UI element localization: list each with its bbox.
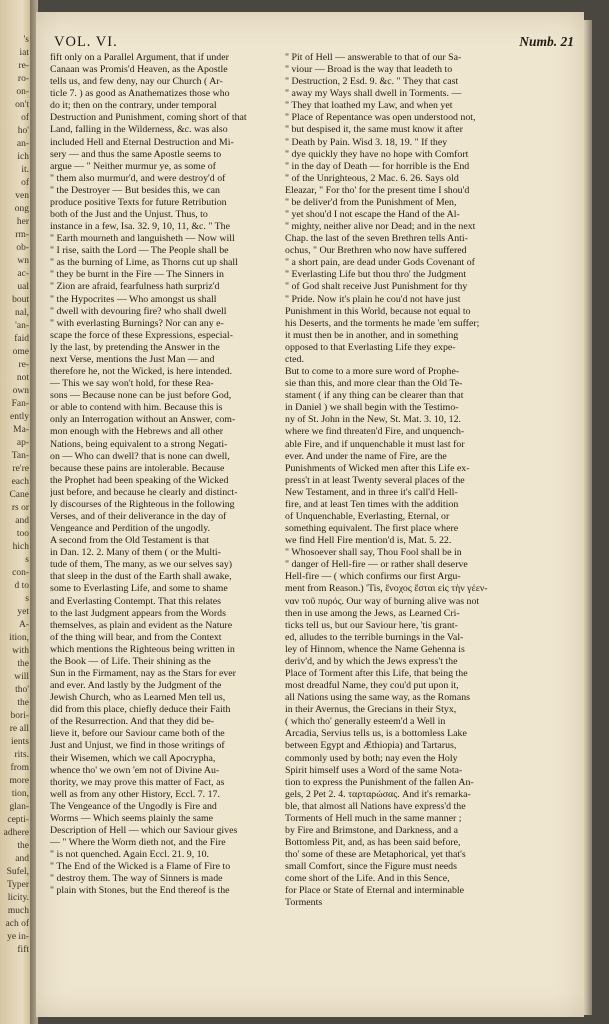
text-line: " Whosoever shall say, Thou Fool shall be in [285, 547, 462, 559]
spine-fragment: ich [17, 152, 29, 162]
spine-fragment: hich [12, 542, 29, 552]
text-line: of the thing will bear, and from the Context [50, 631, 222, 643]
spine-fragment: Cane [9, 490, 29, 500]
text-line: in their Avernus, the Grecians in their Styx, [285, 704, 457, 716]
right-column [285, 52, 531, 910]
page-header [54, 34, 574, 54]
text-line: of the Resurrection. And that they did be- [50, 716, 214, 728]
text-line: Jewish Church, who as Learned Men tell us, [50, 692, 226, 704]
text-line: But to come to a more sure word of Prophe- [285, 366, 460, 378]
spine-fragment: ong [14, 204, 29, 214]
text-line: Punishments of Wicked men after this Life ex- [285, 462, 470, 474]
spine-fragment: ro- [17, 74, 29, 84]
text-line: " The End of the Wicked is a Flame of Fire to [50, 861, 231, 873]
spine-fragment: an- [16, 139, 29, 149]
text-line: " of the Unrighteous, 2 Mac. 6. 26. Says old [285, 172, 459, 184]
spine-fragment: licity. [7, 893, 29, 903]
spine-fragment: re- [18, 61, 29, 71]
spine-fragment: ho' [17, 126, 29, 136]
text-line: " away my Ways shall dwell in Torments. — [285, 88, 462, 100]
text-line: Land, falling in the Wilderness, &c. was also [50, 124, 228, 136]
spine-fragment: the [17, 659, 29, 669]
text-line: ( which tho' generally esteem'd a Well in [285, 716, 446, 728]
text-line: in Dan. 12. 2. Many of them ( or the Multi- [50, 547, 221, 559]
text-line: Bottomless Pit, and, as has been said before, [285, 837, 461, 849]
text-line: ever. And under the name of Fire, are the [285, 450, 447, 462]
text-line: thority, we may prove this matter of Fact, as [50, 776, 225, 788]
spine-fragment: ition, [9, 633, 29, 643]
text-line: ticks tell us, but our Saviour here, 'tis grant- [285, 619, 458, 631]
text-line: " as the burning of Lime, as Thorns cut up shall [50, 257, 238, 269]
text-line: press't in at least Twenty several places of the [285, 474, 465, 486]
text-line: ticle 7. ) as good as Anathematizes those who [50, 88, 230, 100]
text-line: well as from any other History, Eccl. 7. 17. [50, 788, 220, 800]
text-line: by Fire and Brimstone, and Darkness, and a [285, 825, 459, 836]
spine-fragment: ently [10, 412, 29, 422]
text-line: " dye quickly they have no hope with Comfort [285, 148, 469, 160]
spine-fragment: much [7, 906, 29, 916]
text-line: opposed to that Everlasting Life they expe- [285, 341, 456, 353]
spine-fragment: nal, [15, 308, 29, 318]
text-line: " Pit of Hell — answerable to that of our Sa- [285, 52, 462, 63]
text-line: that sleep in the dust of the Earth shall awake, [50, 571, 232, 583]
text-line: sery — and thus the same Apostle seems to [50, 148, 222, 160]
spine-fragment: the [17, 698, 29, 708]
spine-fragment: tion, [11, 789, 29, 799]
text-line: " viour — Broad is the way that leadeth to [285, 64, 453, 76]
text-line: " yet shou'd I not escape the Hand of the Al- [285, 209, 460, 221]
text-line: Verses, and of their deliverance in the day of [50, 510, 227, 522]
text-line: which mentions the Righteous being written in [50, 643, 235, 655]
text-line: most dreadful Name, they cou'd put upon it, [285, 680, 459, 692]
text-line: " is not quenched. Again Eccl. 21. 9, 10. [50, 849, 209, 861]
spine-fragment: cepti- [7, 815, 29, 825]
spine-fragment: faid [14, 334, 29, 344]
text-line: The Vengeance of the Ungodly is Fire and [50, 800, 217, 812]
spine-fragment: iat [19, 48, 29, 58]
text-line: small Comfort, since the Figure must needs [285, 861, 457, 873]
text-line: next Verse, mentions the Just Man — and [50, 353, 215, 365]
text-line: their Wisemen, which we call Apocrypha, [50, 752, 216, 764]
spine-fragment: A- [18, 620, 29, 630]
text-line: " They that loathed my Law, and when yet [285, 100, 453, 112]
spine-fragment: Fan- [11, 399, 29, 409]
spine-fragment: too [16, 529, 29, 539]
text-line: Torments [285, 897, 323, 909]
text-line: his Deserts, and the torments he made 'em suffer; [285, 317, 480, 329]
volume-label: VOL. VI. [54, 34, 118, 50]
text-line: and ever. And lastly by the Judgment of the [50, 680, 222, 692]
text-line: where we find threaten'd Fire, and unquench- [285, 426, 465, 438]
text-line: " dwell with devouring fire? who shall dwell [50, 305, 227, 317]
text-line: " they be burnt in the Fire — The Sinners in [50, 269, 224, 281]
spine-fragment: s [25, 594, 29, 604]
spine-fragment: 'an- [15, 321, 29, 331]
text-line: Destruction and Punishment, coming short of that [50, 112, 247, 124]
text-line: tion to express the Punishment of the fallen An- [285, 776, 474, 788]
text-line: " Pride. Now it's plain he cou'd not have just [285, 293, 461, 305]
spine-fragment: re- [18, 360, 29, 370]
spine-fragment: 's [23, 35, 29, 45]
text-line: lieve it, before our Saviour came both of the [50, 728, 225, 740]
spine-fragment: ome [12, 347, 29, 357]
text-line: the Book — of Life. Their shining as the [50, 655, 211, 667]
text-line: just before, and because he clearly and distinct- [50, 486, 238, 498]
spine-fragment: ob- [16, 243, 29, 253]
text-line: then in use among the Jews, as Learned Cri- [285, 607, 460, 619]
text-line: Chap. the last of the seven Brethren tells Anti- [285, 233, 468, 245]
text-line: sie than this, and more clear than the Old Te- [285, 378, 463, 390]
text-line: tho' some of these are Metaphorical, yet that's [285, 849, 466, 861]
spine-fragment: rits. [14, 750, 29, 760]
text-line: to the last Judgment appears from the Words [50, 607, 226, 619]
spine-fragment: each [11, 477, 29, 487]
text-line: ny of St. John in the New, St. Mat. 3. 10, 12. [285, 414, 462, 426]
spine-fragment: tho' [15, 685, 29, 695]
text-line: " Death by Pain. Wisd 3. 18, 19. " If they [285, 136, 448, 148]
spine-fragment: bout [12, 295, 29, 305]
text-line: able Fire, and if unquenchable it must last for [285, 438, 465, 450]
spine-fragment: on't [15, 100, 29, 110]
text-line: scape the force of these Expressions, especial- [50, 329, 233, 341]
text-line: for Place or State of Eternal and interminable [285, 885, 465, 897]
text-line: and Everlasting Contempt. That this relates [50, 595, 221, 607]
spine-fragment: fift [17, 945, 29, 955]
text-line: instance in a few, Isa. 32. 9, 10, 11, &c. " The [50, 221, 230, 233]
spine-fragment: of [21, 178, 29, 188]
spine-fragment: Ma- [13, 425, 29, 435]
text-line: because these pains are intolerable. Because [50, 462, 225, 474]
text-line: it must then be in another, and in something [285, 329, 459, 341]
text-line: the Prophet had been speaking of the Wicked [50, 474, 229, 486]
spine-fragment: ual [17, 282, 29, 292]
spine-fragment: on- [16, 87, 29, 97]
text-line: " plain with Stones, but the End thereof is the [50, 885, 230, 897]
text-line: Arcadia, Servius tells us, is a bottomless Lake [285, 728, 467, 740]
text-line: Canaan was Promis'd Heaven, as the Apostle [50, 64, 228, 76]
text-line: stament ( if any thing can be clearer than that [285, 390, 464, 402]
text-line: come short of the Life. And in this Sence, [285, 873, 450, 885]
number-label: Numb. 21 [519, 34, 574, 49]
text-line: A second from the Old Testament is that [50, 535, 210, 547]
left-page-spine [0, 0, 32, 1024]
text-line: only an Interrogation without an Answer, com- [50, 414, 236, 426]
text-line: ment from Reason.) 'Tis, ἔνοχος ἔσται εἰς τὴν γέεν- [285, 583, 488, 595]
text-line: commonly used by both; nay even the Holy [285, 752, 458, 764]
text-line: Vengeance and Perdition of the ungodly. [50, 523, 211, 535]
text-line: " Everlasting Life but thou thro' the Judgment [285, 269, 467, 281]
spine-fragment: re all [9, 724, 29, 734]
left-column [50, 52, 286, 897]
text-line: — " Where the Worm dieth not, and the Fire [50, 837, 226, 849]
text-line: whence tho' we own 'em not of Divine Au- [50, 764, 220, 776]
spine-fragment: rm- [15, 230, 29, 240]
text-line: or able to contend with him. Because this is [50, 402, 223, 414]
spine-fragment: Sufel, [6, 867, 29, 877]
spine-fragment: bori- [10, 711, 29, 721]
text-line: between Egypt and Æthiopia) and Tartarus, [285, 740, 457, 752]
text-line: Hell-fire — ( which confirms our first Argu- [285, 571, 461, 583]
text-line: " Earth mourneth and languisheth — Now will [50, 233, 235, 245]
text-line: " the Destroyer — But besides this, we can [50, 184, 220, 196]
text-line: Nations, being equivalent to a strong Negati- [50, 438, 228, 450]
text-line: something equivalent. The first place where [285, 523, 459, 535]
text-line: some to Everlasting Life, and some to shame [50, 583, 228, 595]
spine-fragment: her [16, 217, 29, 227]
text-line: " Place of Repentance was open understood not, [285, 112, 476, 124]
spine-fragment: yet [17, 607, 29, 617]
text-line: ley of Hinnom, whence the Name Gehenna is [285, 643, 465, 655]
text-line: included Hell and Eternal Destruction and Mi- [50, 136, 234, 148]
spine-fragment: own [12, 386, 29, 396]
text-line: " I rise, saith the Lord — The People shall be [50, 245, 229, 257]
spine-fragment: ach of [5, 919, 29, 929]
text-line: " Zion are afraid, fearfulness hath surpriz'd [50, 281, 220, 293]
text-line: on — Who can dwell? that is none can dwell, [50, 450, 230, 462]
text-line: " Destruction, 2 Esd. 9. &c. " They that cast [285, 76, 459, 88]
spine-fragment: ap- [16, 438, 29, 448]
spine-fragment: rs or [11, 503, 29, 513]
text-line: all Nations using the same way, as the Romans [285, 692, 471, 704]
text-line: Worms — Which seems plainly the same [50, 812, 214, 824]
text-line: " destroy them. The way of Sinners is made [50, 873, 223, 885]
spine-fragment: the [17, 841, 29, 851]
text-line: Sun in the Firmament, nay as the Stars for ever [50, 667, 236, 679]
text-line: " be deliver'd from the Punishment of Men, [285, 196, 457, 208]
text-line: both of the Just and the Unjust. Thus, to [50, 209, 208, 221]
text-line: did from this place, chiefly deduce their Faith [50, 704, 231, 716]
text-line: New Testament, and in three it's call'd Hell- [285, 486, 458, 498]
spine-fragment: ients [11, 737, 29, 747]
text-line: Spirit himself uses a Word of the same Nota- [285, 764, 463, 776]
text-line: ble, that almost all Nations have express'd the [285, 800, 466, 812]
spine-fragment: s [25, 555, 29, 565]
spine-fragment: glan- [9, 802, 29, 812]
text-line: themselves, as plain and evident as the Nature [50, 619, 233, 631]
text-line: " a short pain, are dead under Gods Covenant of [285, 257, 475, 269]
text-line: fift only on a Parallel Argument, that if under [50, 52, 229, 63]
text-line: " but despised it, the same must know it after [285, 124, 463, 136]
spine-fragment: more [9, 776, 29, 786]
text-line: " danger of Hell-fire — or rather shall deserve [285, 559, 468, 571]
text-line: Eleazar, " For tho' for the present time I shou'd [285, 184, 470, 196]
spine-fragment: ye in- [7, 932, 29, 942]
spine-fragment: d to [14, 581, 29, 591]
text-line: we find Hell Fire mention'd is, Mat. 5. 22. [285, 535, 452, 547]
spine-fragment: ac- [17, 269, 29, 279]
text-line: of Unquenchable, Everlasting, Eternal, or [285, 510, 450, 522]
spine-fragment: it. [21, 165, 29, 175]
spine-fragment: wn [17, 256, 29, 266]
text-line: therefore he, not the Wicked, is here intended. [50, 366, 233, 378]
spine-fragment: ven [15, 191, 29, 201]
text-line: — This we say won't hold, for these Rea- [50, 378, 214, 390]
text-line: ochus, " Our Brethren who now have suffered [285, 245, 467, 257]
spine-fragment: from [10, 763, 29, 773]
text-line: Description of Hell — which our Saviour gives [50, 825, 238, 836]
spine-fragment: and [15, 516, 29, 526]
text-line: cted. [285, 353, 304, 365]
text-line: Torments of Hell much in the same manner ; [285, 812, 462, 824]
spine-fragment: will [14, 672, 29, 682]
text-line: " with everlasting Burnings? Nor can any e- [50, 317, 224, 329]
text-line: mon enough with the Hebrews and all other [50, 426, 224, 438]
text-line: gels, 2 Pet 2. 4. ταρταρώσας. And it's remarka- [285, 788, 471, 800]
text-line: fire, and at least Ten times with the addition [285, 498, 459, 510]
text-line: " mighty, neither alive nor Dead; and in the next [285, 221, 476, 233]
text-line: " in the day of Death — for horrible is the End [285, 160, 470, 172]
spine-fragment: Typer [6, 880, 29, 890]
spine-fragment: with [12, 646, 29, 656]
spine-fragment: and [15, 854, 29, 864]
text-line: ly discourses of the Righteous in the following [50, 498, 235, 510]
text-line: ly the last, by pretending the Answer in the [50, 341, 220, 353]
text-line: " them also murmur'd, and were destroy'd of [50, 172, 226, 184]
text-line: argue — " Neither murmur ye, as some of [50, 160, 216, 172]
spine-fragment: of [21, 113, 29, 123]
text-line: Place of Torment after this Life, that being the [285, 667, 468, 679]
text-line: Punishment in this World, because not equal to [285, 305, 471, 317]
spine-fragment: not [16, 373, 29, 383]
text-line: deriv'd, and by which the Jews express't the [285, 655, 458, 667]
spine-fragment: adhere [3, 828, 29, 838]
text-line: " of God shalt receive Just Punishment for thy [285, 281, 468, 293]
spine-fragment: con- [12, 568, 29, 578]
text-line: ed, alludes to the terrible burnings in the Val- [285, 631, 464, 643]
spine-fragment: re're [12, 464, 29, 474]
text-line: do it; then on the contrary, under temporal [50, 100, 217, 112]
text-line: tude of them, The many, as we our selves say) [50, 559, 233, 571]
page-edge [584, 20, 592, 1015]
text-line: ναν τοῦ πυρός. Our way of burning alive was not [285, 595, 480, 607]
text-line: in Daniel ) we shall begin with the Testimo- [285, 402, 459, 414]
text-line: sons — Because none can be just before God, [50, 390, 232, 402]
spine-fragment: Tan- [11, 451, 29, 461]
text-line: produce positive Texts for future Retribution [50, 196, 227, 208]
text-line: " the Hypocrites — Who amongst us shall [50, 293, 217, 305]
text-line: tells us, and few deny, nay our Church ( Ar- [50, 76, 223, 88]
text-line: Just and Unjust, we find in those writings of [50, 740, 225, 752]
